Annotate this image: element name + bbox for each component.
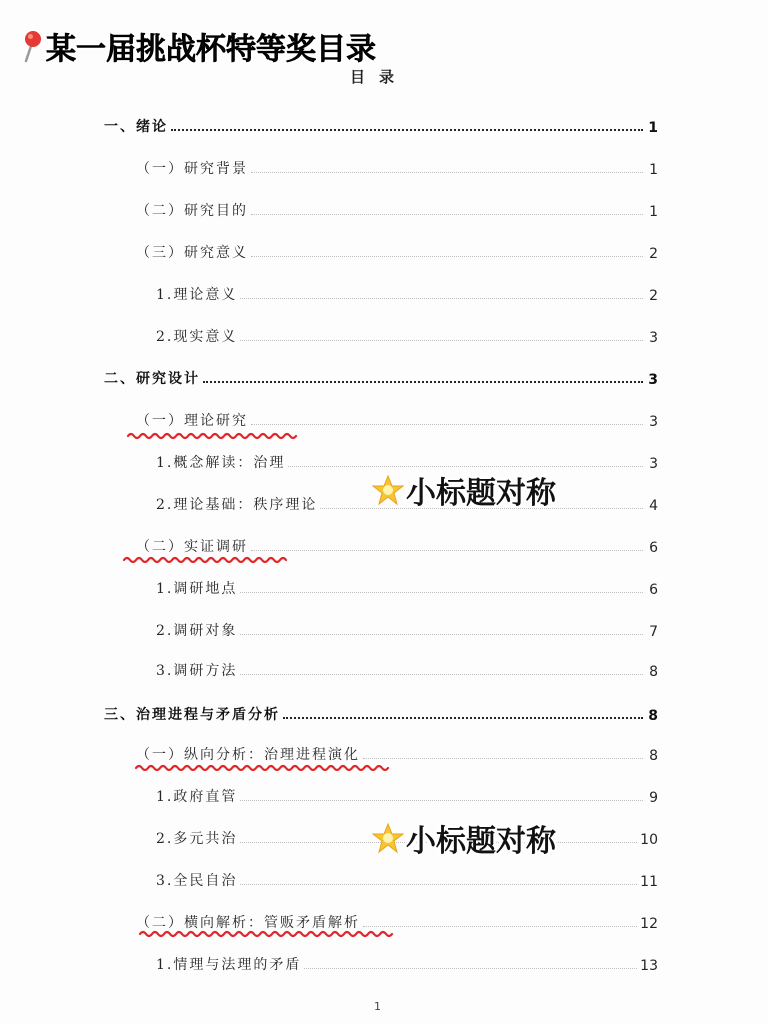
- toc-entry-label: 1.情理与法理的矛盾: [156, 957, 302, 973]
- toc-entry-page-number: 10: [640, 832, 658, 848]
- toc-entry-label: 2.多元共治: [156, 831, 238, 847]
- toc-entry-label: 2.现实意义: [156, 329, 238, 345]
- document-title: 目录: [350, 68, 409, 86]
- toc-entry-label: 1.政府直管: [156, 789, 238, 805]
- toc-entry-label: （三）研究意义: [136, 245, 248, 261]
- toc-entry-page-number: 7: [649, 624, 658, 640]
- toc-entry-page-number: 3: [649, 414, 658, 430]
- callout-text: 小标题对称: [406, 476, 556, 511]
- toc-entry-page-number: 9: [649, 790, 658, 806]
- red-squiggle-underline: [124, 558, 286, 562]
- star-icon: [372, 474, 404, 506]
- callout-annotation: [372, 468, 556, 512]
- toc-entry-label: 2.调研对象: [156, 623, 238, 639]
- toc-entry-page-number: 2: [649, 246, 658, 262]
- toc-entry-page-number: 3: [649, 456, 658, 472]
- toc-entry-label: 一、绪论: [104, 119, 168, 135]
- toc-entry-label: 1.概念解读：治理: [156, 455, 286, 471]
- toc-entry-label: （二）横向解析：管贩矛盾解析: [136, 915, 360, 931]
- toc-entry-page-number: 13: [640, 958, 658, 974]
- red-squiggle-underline: [128, 434, 296, 438]
- callout-annotation: [372, 816, 556, 860]
- toc-entry-page-number: 1: [649, 204, 658, 220]
- toc-entry-page-number: 3: [649, 330, 658, 346]
- toc-entry-page-number: 8: [648, 708, 658, 724]
- page-footer-number: 1: [374, 1000, 381, 1013]
- toc-entry-label: （一）研究背景: [136, 161, 248, 177]
- banner-title: 某一届挑战杯特等奖目录: [46, 32, 376, 67]
- red-squiggle-underline: [140, 932, 392, 936]
- toc-entry-label: 二、研究设计: [104, 371, 200, 387]
- toc-entry-label: 2.理论基础：秩序理论: [156, 497, 318, 513]
- toc-entry-page-number: 8: [649, 664, 658, 680]
- toc-entry-label: 三、治理进程与矛盾分析: [104, 707, 280, 723]
- toc-entry-label: 3.调研方法: [156, 663, 238, 679]
- toc-entry-page-number: 1: [649, 162, 658, 178]
- toc-entry-page-number: 11: [640, 874, 658, 890]
- toc-entry-label: 1.调研地点: [156, 581, 238, 597]
- red-squiggle-underline: [136, 766, 388, 770]
- toc-entry-page-number: 6: [649, 540, 658, 556]
- toc-entry-label: 3.全民自治: [156, 873, 238, 889]
- toc-entry-page-number: 2: [649, 288, 658, 304]
- toc-entry-page-number: 8: [649, 748, 658, 764]
- toc-entry-label: （二）实证调研: [136, 539, 248, 555]
- star-icon: [372, 822, 404, 854]
- toc-entry-label: （二）研究目的: [136, 203, 248, 219]
- toc-entry-page-number: 12: [640, 916, 658, 932]
- toc-entry-page-number: 4: [649, 498, 658, 514]
- toc-entry-label: （一）理论研究: [136, 413, 248, 429]
- toc-entry-label: 1.理论意义: [156, 287, 238, 303]
- toc-entry-page-number: 1: [648, 120, 658, 136]
- toc-entry-page-number: 6: [649, 582, 658, 598]
- toc-entry-page-number: 3: [648, 372, 658, 388]
- callout-text: 小标题对称: [406, 824, 556, 859]
- toc-entry-label: （一）纵向分析：治理进程演化: [136, 747, 360, 763]
